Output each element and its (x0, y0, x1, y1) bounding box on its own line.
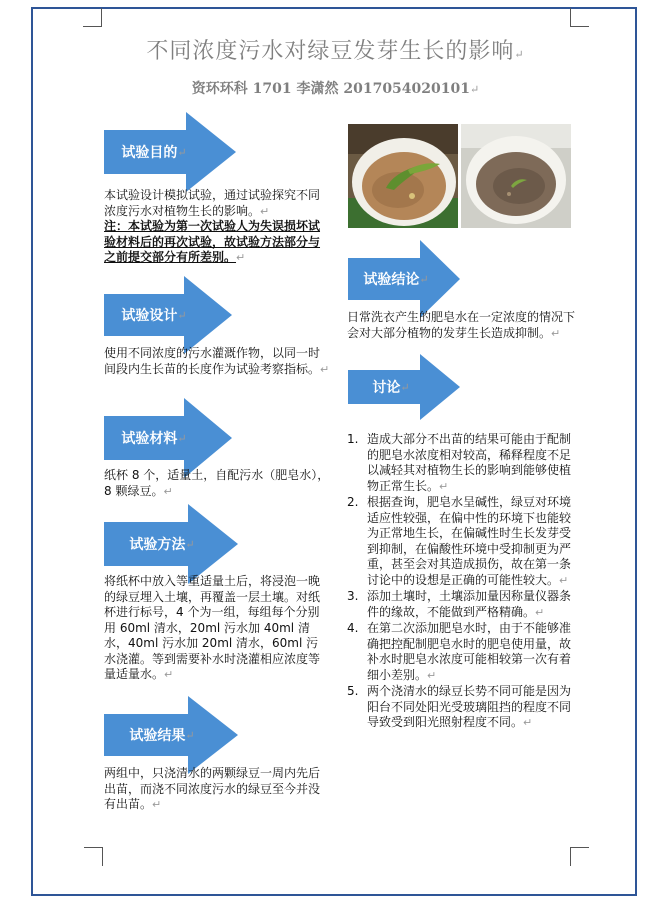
heading-purpose: 试验目的 ↵ (121, 145, 187, 161)
page-subtitle: 资环环科 1701 李潇然 2017054020101↵ (191, 81, 480, 97)
arrow-materials (104, 398, 232, 478)
heading-conclusion: 试验结论 ↵ (363, 272, 429, 288)
heading-materials: 试验材料 ↵ (121, 431, 187, 447)
page-title: 不同浓度污水对绿豆发芽生长的影响↵ (146, 39, 525, 64)
heading-results: 试验结果 ↵ (129, 728, 195, 744)
crop-mark-bottom-left (84, 847, 103, 866)
arrow-results (104, 696, 238, 774)
arrow-conclusion (348, 240, 460, 318)
discussion-list (347, 432, 575, 732)
arrow-design (104, 276, 232, 354)
list-item: 3. 添加土壤时，土壤添加量因称量仪器条件的缘故，不能做到严格精确。↵ (347, 589, 572, 619)
crop-mark-bottom-right (570, 847, 589, 866)
list-item: 5. 两个浇清水的绿豆长势不同可能是因为阳台不同处阳光受玻璃阻挡的程度不同导致受到阳光照射程度不同。↵ (347, 684, 572, 729)
purpose-text: 本试验设计模拟试验，通过试验探究不同浓度污水对植物生长的影响。↵ 注：本试验为第一次试验人为失误损坏试验材料后的再次试验，故试验方法部分与之前提交部分有所差别。↵ (104, 188, 321, 264)
method-text: 将纸杯中放入等重适量土后，将浸泡一晚的绿豆埋入土壤，再覆盖一层土壤。对纸杯进行标号，4 个为一组，每组每个分别用 60ml 清水，20ml 污水加 40ml 清水，40ml 污水加 20ml 清水，60ml 污水浇灌。等到需要补水时浇灌相应浓度等量适量水。↵ (104, 574, 321, 681)
heading-discussion: 讨论 ↵ (372, 380, 410, 396)
results-text: 两组中，只浇清水的两颗绿豆一周内先后出苗，而浇不同浓度污水的绿豆至今并没有出苗。↵ (104, 766, 321, 811)
photo-cup-left (348, 124, 458, 228)
heading-method: 试验方法 ↵ (129, 537, 195, 553)
list-item: 1. 造成大部分不出苗的结果可能由于配制的肥皂水浓度相对较高，稀释程度不足以减轻其对植物生长的影响到能够使植物正常生长。↵ (347, 432, 572, 493)
conclusion-text: 日常洗衣产生的肥皂水在一定浓度的情况下会对大部分植物的发芽生长造成抑制。↵ (347, 310, 576, 340)
photo-cup-right (461, 124, 571, 228)
design-text: 使用不同浓度的污水灌溉作物，以同一时间段内生长苗的长度作为试验考察指标。↵ (104, 346, 330, 376)
crop-mark-top-left (83, 8, 102, 27)
arrow-method (104, 504, 238, 584)
heading-design: 试验设计 ↵ (121, 308, 187, 324)
materials-text: 纸杯 8 个，适量土，自配污水（肥皂水），8 颗绿豆。↵ (104, 468, 330, 498)
list-item: 2. 根据查询，肥皂水呈碱性，绿豆对环境适应性较强，在偏中性的环境下也能较为正常地生长，在偏碱性时生长发芽受到抑制，在偏酸性环境中受抑制更为严重，甚至会对其造成损伤，故在第一条讨论中的设想是正确的可能性较大。↵ (347, 495, 572, 587)
list-item: 4. 在第二次添加肥皂水时，由于不能够准确把控配制肥皂水时的肥皂使用量，故补水时肥皂水浓度可能相较第一次有着细小差别。↵ (347, 621, 572, 682)
purpose-note: 注：本试验为第一次试验人为失误损坏试验材料后的再次试验，故试验方法部分与之前提交部分有所差别。 (104, 219, 321, 264)
arrow-purpose (104, 112, 236, 192)
arrow-discussion (348, 354, 460, 420)
crop-mark-top-right (570, 8, 589, 27)
